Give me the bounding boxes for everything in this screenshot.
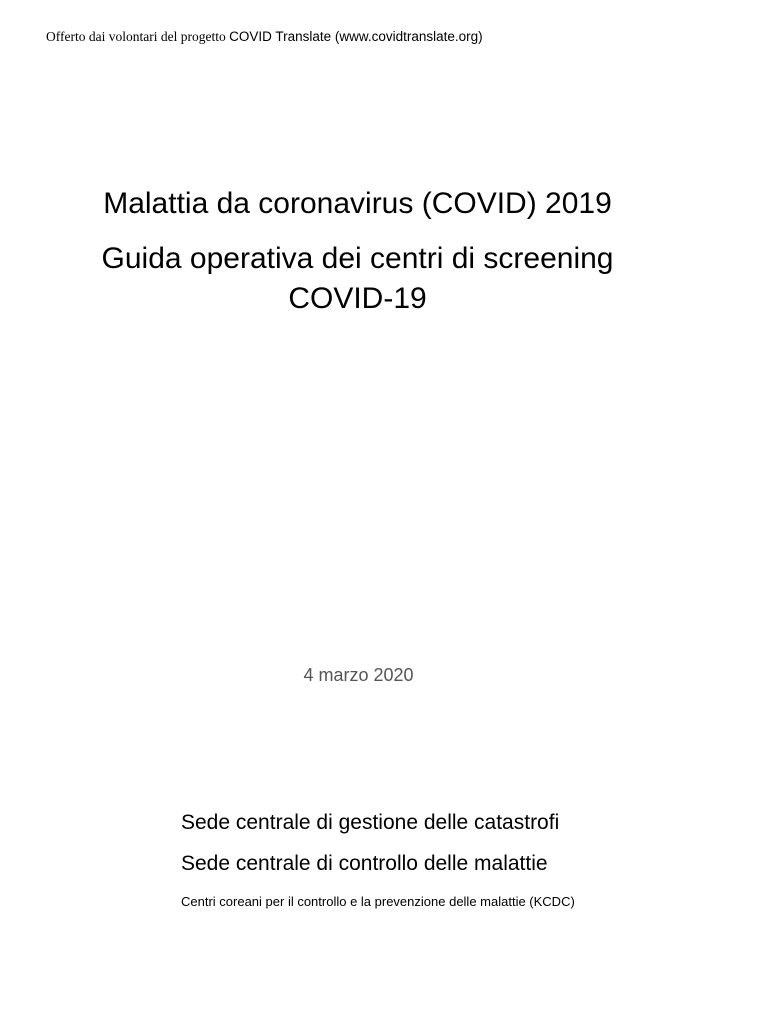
organization-line-1: Sede centrale di gestione delle catastrofi [181, 811, 560, 834]
document-title: Malattia da coronavirus (COVID) 2019 [103, 187, 612, 220]
organization-line-2: Sede centrale di controllo delle malattie [181, 852, 548, 875]
organization-line-3: Centri coreani per il controllo e la prevenzione delle malattie (KCDC) [181, 894, 575, 909]
document-subtitle-line-2: COVID-19 [288, 282, 427, 315]
publication-date: 4 marzo 2020 [303, 665, 414, 685]
translation-credit [46, 28, 483, 46]
translation-credit-prefix: Offerto dai volontari del progetto [46, 29, 230, 44]
document-subtitle-line-1: Guida operativa dei centri di screening [101, 242, 614, 275]
translation-credit-link-text: COVID Translate (www.covidtranslate.org) [229, 29, 483, 44]
